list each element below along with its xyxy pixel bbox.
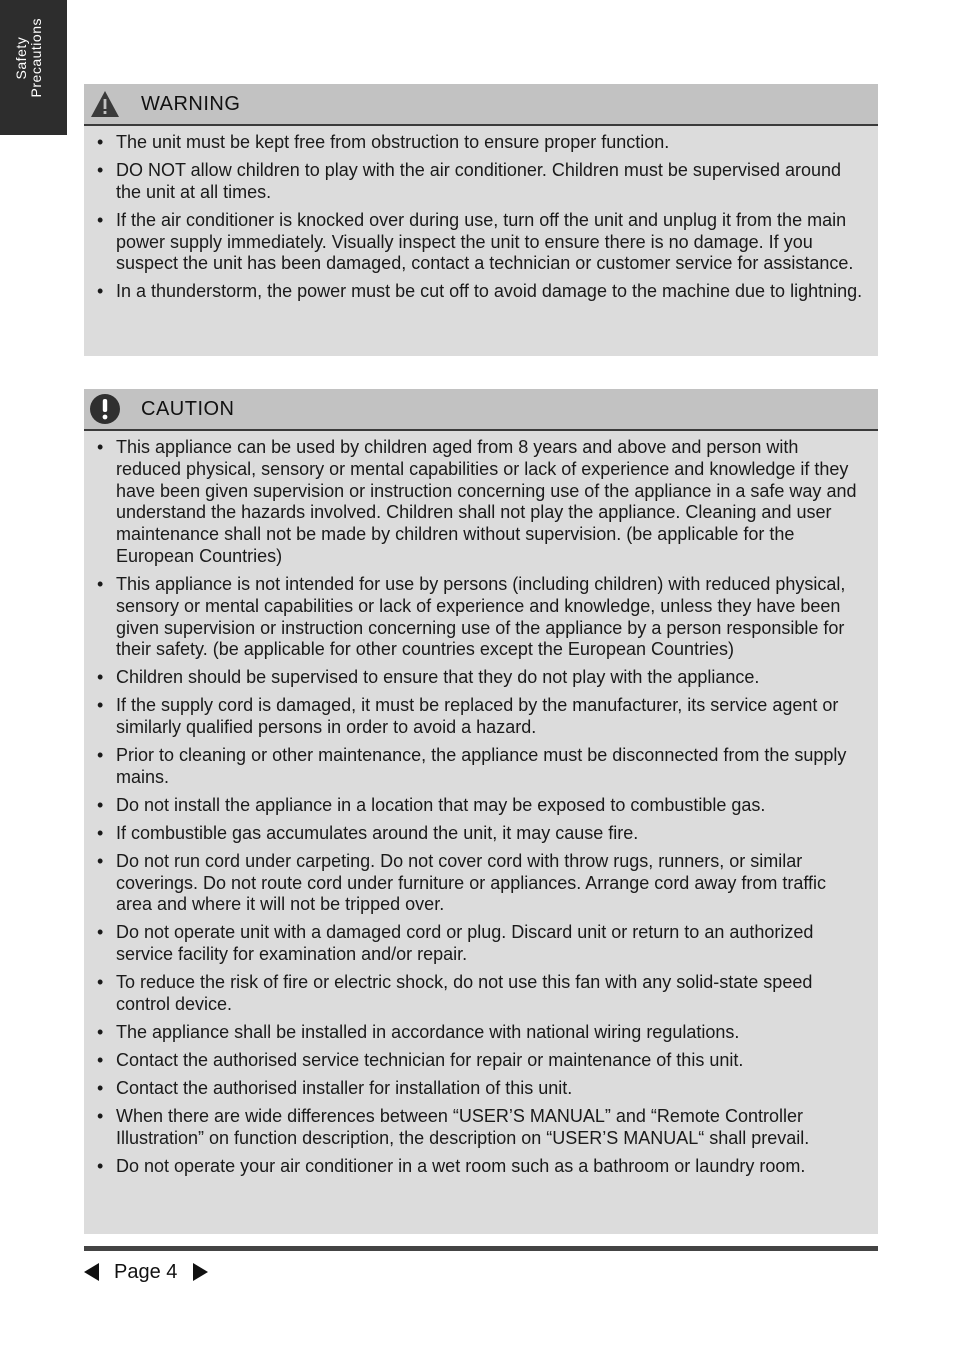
list-item: • Do not run cord under carpeting. Do not cover cord with throw rugs, runners, or similar coverings. Do not route cord under furniture or appliances. Arrange cord away from traffic area and where it will not be tripped over. (116, 851, 866, 916)
section-tab-line2: Precautions (28, 18, 44, 98)
list-item: • This appliance can be used by children aged from 8 years and above and person with reduced physical, sensory or mental capabilities or lack of experience and knowledge if they have been given supervision or instruction concerning use of the appliance in a safe way and understand the hazards involved. Children shall not play the appliance. Cleaning and user maintenance shall not be made by children without supervision. (be applicable for the European Countries) (116, 437, 866, 568)
section-tab (0, 0, 67, 135)
list-item: • Contact the authorised service technician for repair or maintenance of this unit. (116, 1050, 866, 1072)
list-item: • Do not operate your air conditioner in a wet room such as a bathroom or laundry room. (116, 1156, 866, 1178)
warning-list (84, 126, 878, 313)
previous-page-arrow-icon[interactable] (84, 1263, 99, 1281)
warning-triangle-icon (89, 88, 121, 120)
list-item: • When there are wide differences between “USER’S MANUAL” and “Remote Controller Illustration” on function description, the description on “USER’S MANUAL“ shall prevail. (116, 1106, 866, 1150)
caution-list (84, 431, 878, 1188)
list-item: • Prior to cleaning or other maintenance, the appliance must be disconnected from the supply mains. (116, 745, 866, 789)
next-page-arrow-icon[interactable] (193, 1263, 208, 1281)
section-tab-line1: Safety (13, 36, 29, 80)
exclamation-circle-icon (89, 393, 121, 425)
list-item: • The appliance shall be installed in accordance with national wiring regulations. (116, 1022, 866, 1044)
list-item: • Children should be supervised to ensure that they do not play with the appliance. (116, 667, 866, 689)
caution-title: CAUTION (141, 397, 235, 420)
list-item: • To reduce the risk of fire or electric shock, do not use this fan with any solid-state speed control device. (116, 972, 866, 1016)
footer-divider (84, 1246, 878, 1251)
list-item: • Do not operate unit with a damaged cord or plug. Discard unit or return to an authorized service facility for examination and/or repair. (116, 922, 866, 966)
caution-panel (84, 389, 878, 1234)
list-item: • Contact the authorised installer for installation of this unit. (116, 1078, 866, 1100)
page-number: Page 4 (114, 1260, 178, 1283)
list-item: • If the air conditioner is knocked over during use, turn off the unit and unplug it from the main power supply immediately. Visually inspect the unit to ensure there is no damage. If you suspect the unit has been damaged, contact a technician or customer service for assistance. (116, 210, 866, 275)
warning-panel (84, 84, 878, 356)
list-item: • If combustible gas accumulates around the unit, it may cause fire. (116, 823, 866, 845)
list-item: • If the supply cord is damaged, it must be replaced by the manufacturer, its service agent or similarly qualified persons in order to avoid a hazard. (116, 695, 866, 739)
warning-header (84, 84, 878, 126)
page-navigation (84, 1259, 208, 1285)
list-item: • This appliance is not intended for use by persons (including children) with reduced physical, sensory or mental capabilities or lack of experience and knowledge, unless they have been given supervision or instruction concerning use of the appliance by a person responsible for their safety. (be applicable for other countries except the European Countries) (116, 574, 866, 661)
warning-title: WARNING (141, 92, 241, 115)
caution-header (84, 389, 878, 431)
list-item: • The unit must be kept free from obstruction to ensure proper function. (116, 132, 866, 154)
list-item: • In a thunderstorm, the power must be cut off to avoid damage to the machine due to lightning. (116, 281, 866, 303)
list-item: • DO NOT allow children to play with the air conditioner. Children must be supervised around the unit at all times. (116, 160, 866, 204)
section-tab-label (14, 18, 52, 97)
list-item: • Do not install the appliance in a location that may be exposed to combustible gas. (116, 795, 866, 817)
